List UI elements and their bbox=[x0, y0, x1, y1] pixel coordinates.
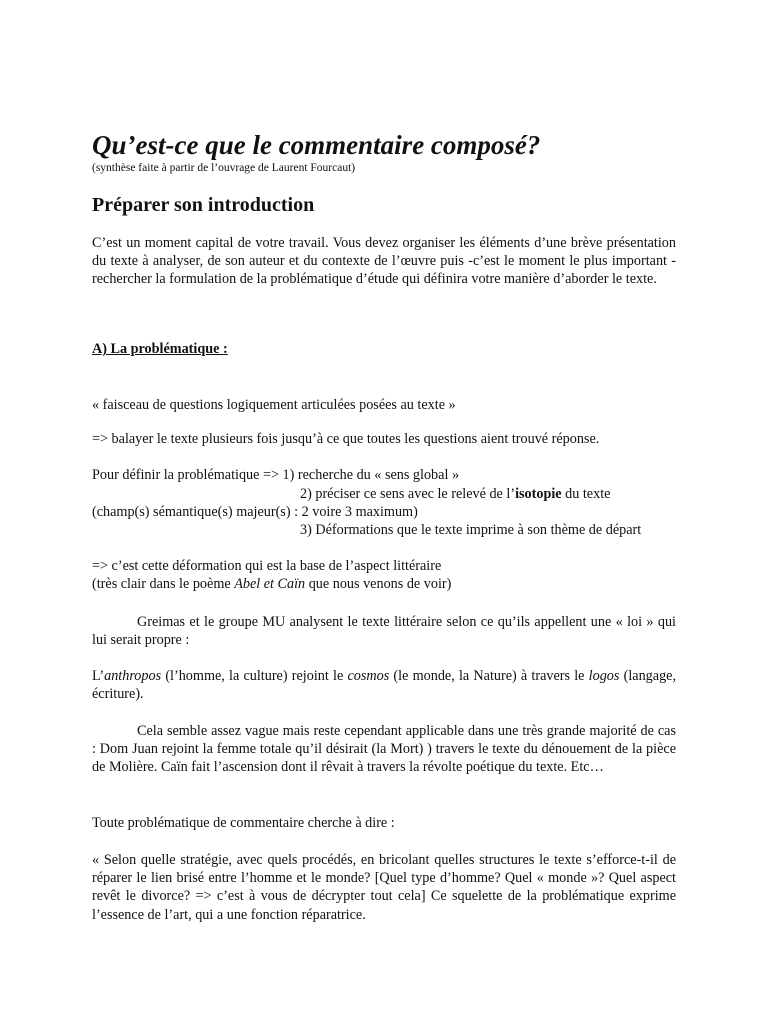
example-line: (très clair dans le poème Abel et Caïn que nous venons de voir) bbox=[92, 576, 452, 592]
define-step-2-cont: (champ(s) sémantique(s) majeur(s) : 2 voire 3 maximum) bbox=[92, 504, 418, 520]
sweep-line: => balayer le texte plusieurs fois jusqu’à ce que toutes les questions aient trouvé réponse. bbox=[92, 431, 600, 447]
define-step-3: 3) Déformations que le texte imprime à son thème de départ bbox=[300, 522, 642, 538]
definition-quote: « faisceau de questions logiquement articulées posées au texte » bbox=[92, 397, 456, 413]
section-a-heading: A) La problématique : bbox=[92, 341, 228, 357]
anthropos-paragraph: L’anthropos (l’homme, la culture) rejoint le cosmos (le monde, la Nature) à travers le logos (langage, écriture). bbox=[92, 668, 677, 703]
isotopie-term: isotopie bbox=[515, 486, 562, 502]
greimas-paragraph: Greimas et le groupe MU analysent le texte littéraire selon ce qu’ils appellent une « loi » qui lui serait propre : bbox=[92, 614, 676, 649]
poem-title: Abel et Caïn bbox=[234, 576, 306, 592]
define-step-2: 2) préciser ce sens avec le relevé de l’isotopie du texte bbox=[300, 486, 611, 502]
document-title: Qu’est-ce que le commentaire composé? bbox=[92, 130, 541, 160]
section-heading: Préparer son introduction bbox=[92, 194, 315, 216]
document-subtitle: (synthèse faite à partir de l’ouvrage de Laurent Fourcaut) bbox=[92, 162, 356, 174]
define-step-1: Pour définir la problématique => 1) recherche du « sens global » bbox=[92, 467, 460, 483]
vague-paragraph: Cela semble assez vague mais reste cependant applicable dans une très grande majorité de cas : Dom Juan rejoint la femme totale qu’il désirait (la Mort) ) travers le texte du dénouement de la pièce de Molière. Caïn fait l’ascension dont il rêvait à travers la révolte poétique du texte. Etc… bbox=[92, 723, 676, 776]
strategy-paragraph: « Selon quelle stratégie, avec quels procédés, en bricolant quelles structures le texte s’efforce-t-il de réparer le lien brisé entre l’homme et le monde? [Quel type d’homme? Quel « monde »? Quel aspect revêt le divorce? => c’est à vous de décrypter tout cela] Ce squelette de la problématique exprime l’essence de l’art, qui a une fonction réparatrice. bbox=[92, 852, 676, 923]
deformation-line: => c’est cette déformation qui est la base de l’aspect littéraire bbox=[92, 558, 442, 574]
every-line: Toute problématique de commentaire cherche à dire : bbox=[92, 815, 395, 831]
intro-paragraph: C’est un moment capital de votre travail. Vous devez organiser les éléments d’une brève présentation du texte à analyser, de son auteur et du contexte de l’œuvre puis -c’est le moment le plus important - rechercher la formulation de la problématique d’étude qui définira votre manière d’aborder le texte. bbox=[92, 235, 676, 288]
